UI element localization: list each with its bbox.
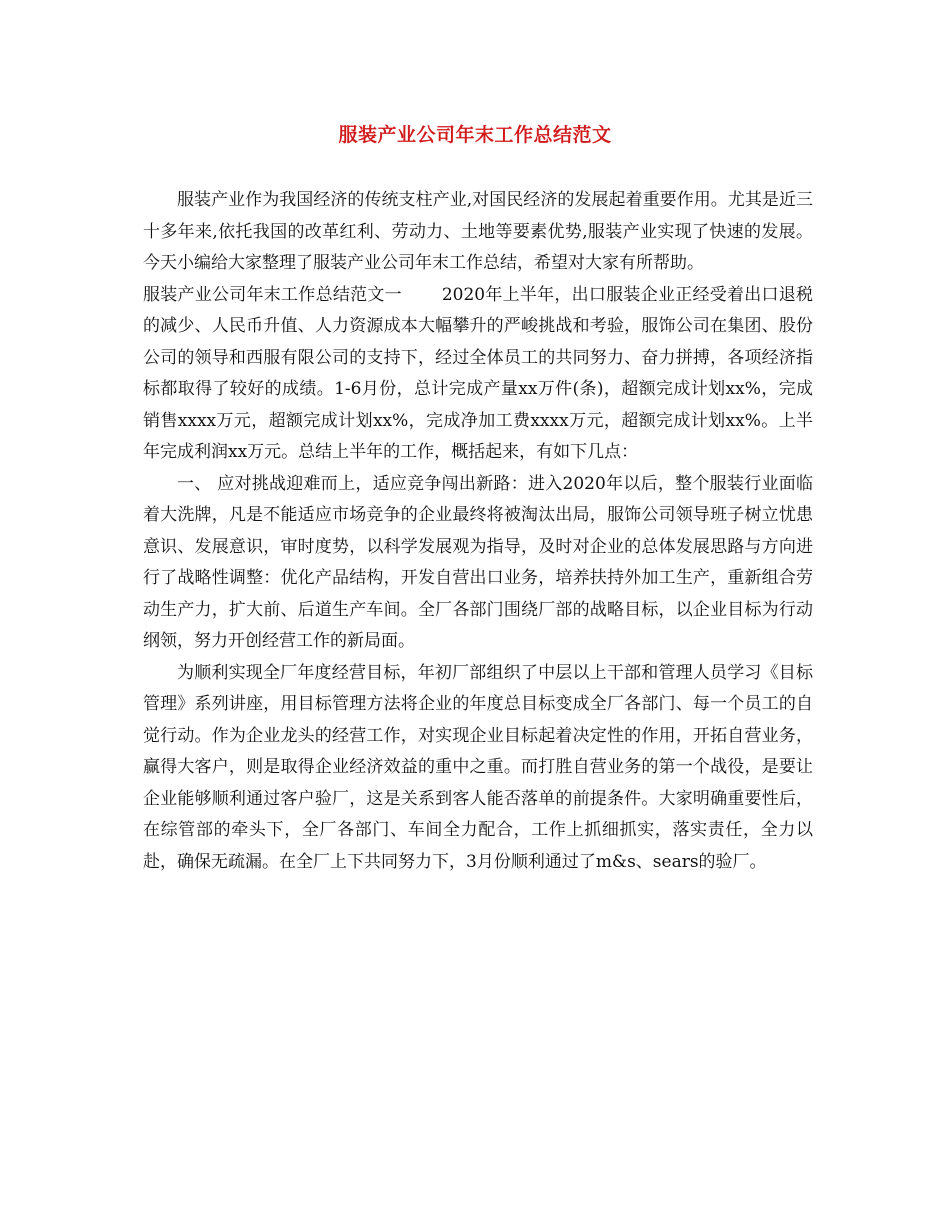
document-title: 服装产业公司年末工作总结范文: [338, 124, 612, 146]
paragraph-2: 为顺利实现全厂年度经营目标，年初厂部组织了中层以上干部和管理人员学习《目标管理》系列讲座，用目标管理方法将企业的年度总目标变成全厂各部门、每一个员工的自觉行动。作为企业龙头的经营工作，对实现企业目标起着决定性的作用，开拓自营业务，赢得大客户，则是取得企业经济效益的重中之重。而打胜自营业务的第一个战役，是要让企业能够顺利通过客户验厂，这是关系到客人能否落单的前提条件。大家明确重要性后，在综管部的牵头下，全厂各部门、车间全力配合，工作上抓细抓实，落实责任，全力以赴，确保无疏漏。在全厂上下共同努力下，3月份顺利通过了m&s、sears的验厂。: [143, 662, 813, 872]
section-1-paragraph: [143, 280, 813, 469]
document-body: [143, 185, 813, 878]
intro-paragraph: 服装产业作为我国经济的传统支柱产业,对国民经济的发展起着重要作用。尤其是近三十多年来,依托我国的改革红利、劳动力、土地等要素优势,服装产业实现了快速的发展。今天小编给大家整理了服装产业公司年末工作总结，希望对大家有所帮助。: [143, 190, 813, 273]
section-1-text: 2020年上半年，出口服装企业正经受着出口退税的减少、人民币升值、人力资源成本大幅攀升的严峻挑战和考验，服饰公司在集团、股份公司的领导和西服有限公司的支持下，经过全体员工的共同努力、奋力拼搏，各项经济指标都取得了较好的成绩。1-6月份，总计完成产量xx万件(条)，超额完成计划xx%，完成销售xxxx万元，超额完成计划xx%，完成净加工费xxxx万元，超额完成计划xx%。上半年完成利润xx万元。总结上半年的工作，概括起来，有如下几点：: [143, 284, 814, 462]
section-1-label: 服装产业公司年末工作总结范文一: [143, 284, 402, 305]
point-1-paragraph: 一、 应对挑战迎难而上，适应竞争闯出新路：进入2020年以后，整个服装行业面临着大洗牌，凡是不能适应市场竞争的企业最终将被淘汰出局，服饰公司领导班子树立忧患意识、发展意识，审时度势，以科学发展观为指导，及时对企业的总体发展思路与方向进行了战略性调整：优化产品结构，开发自营出口业务，培养扶持外加工生产，重新组合劳动生产力，扩大前、后道生产车间。全厂各部门围绕厂部的战略目标，以企业目标为行动纲领，努力开创经营工作的新局面。: [143, 473, 813, 651]
